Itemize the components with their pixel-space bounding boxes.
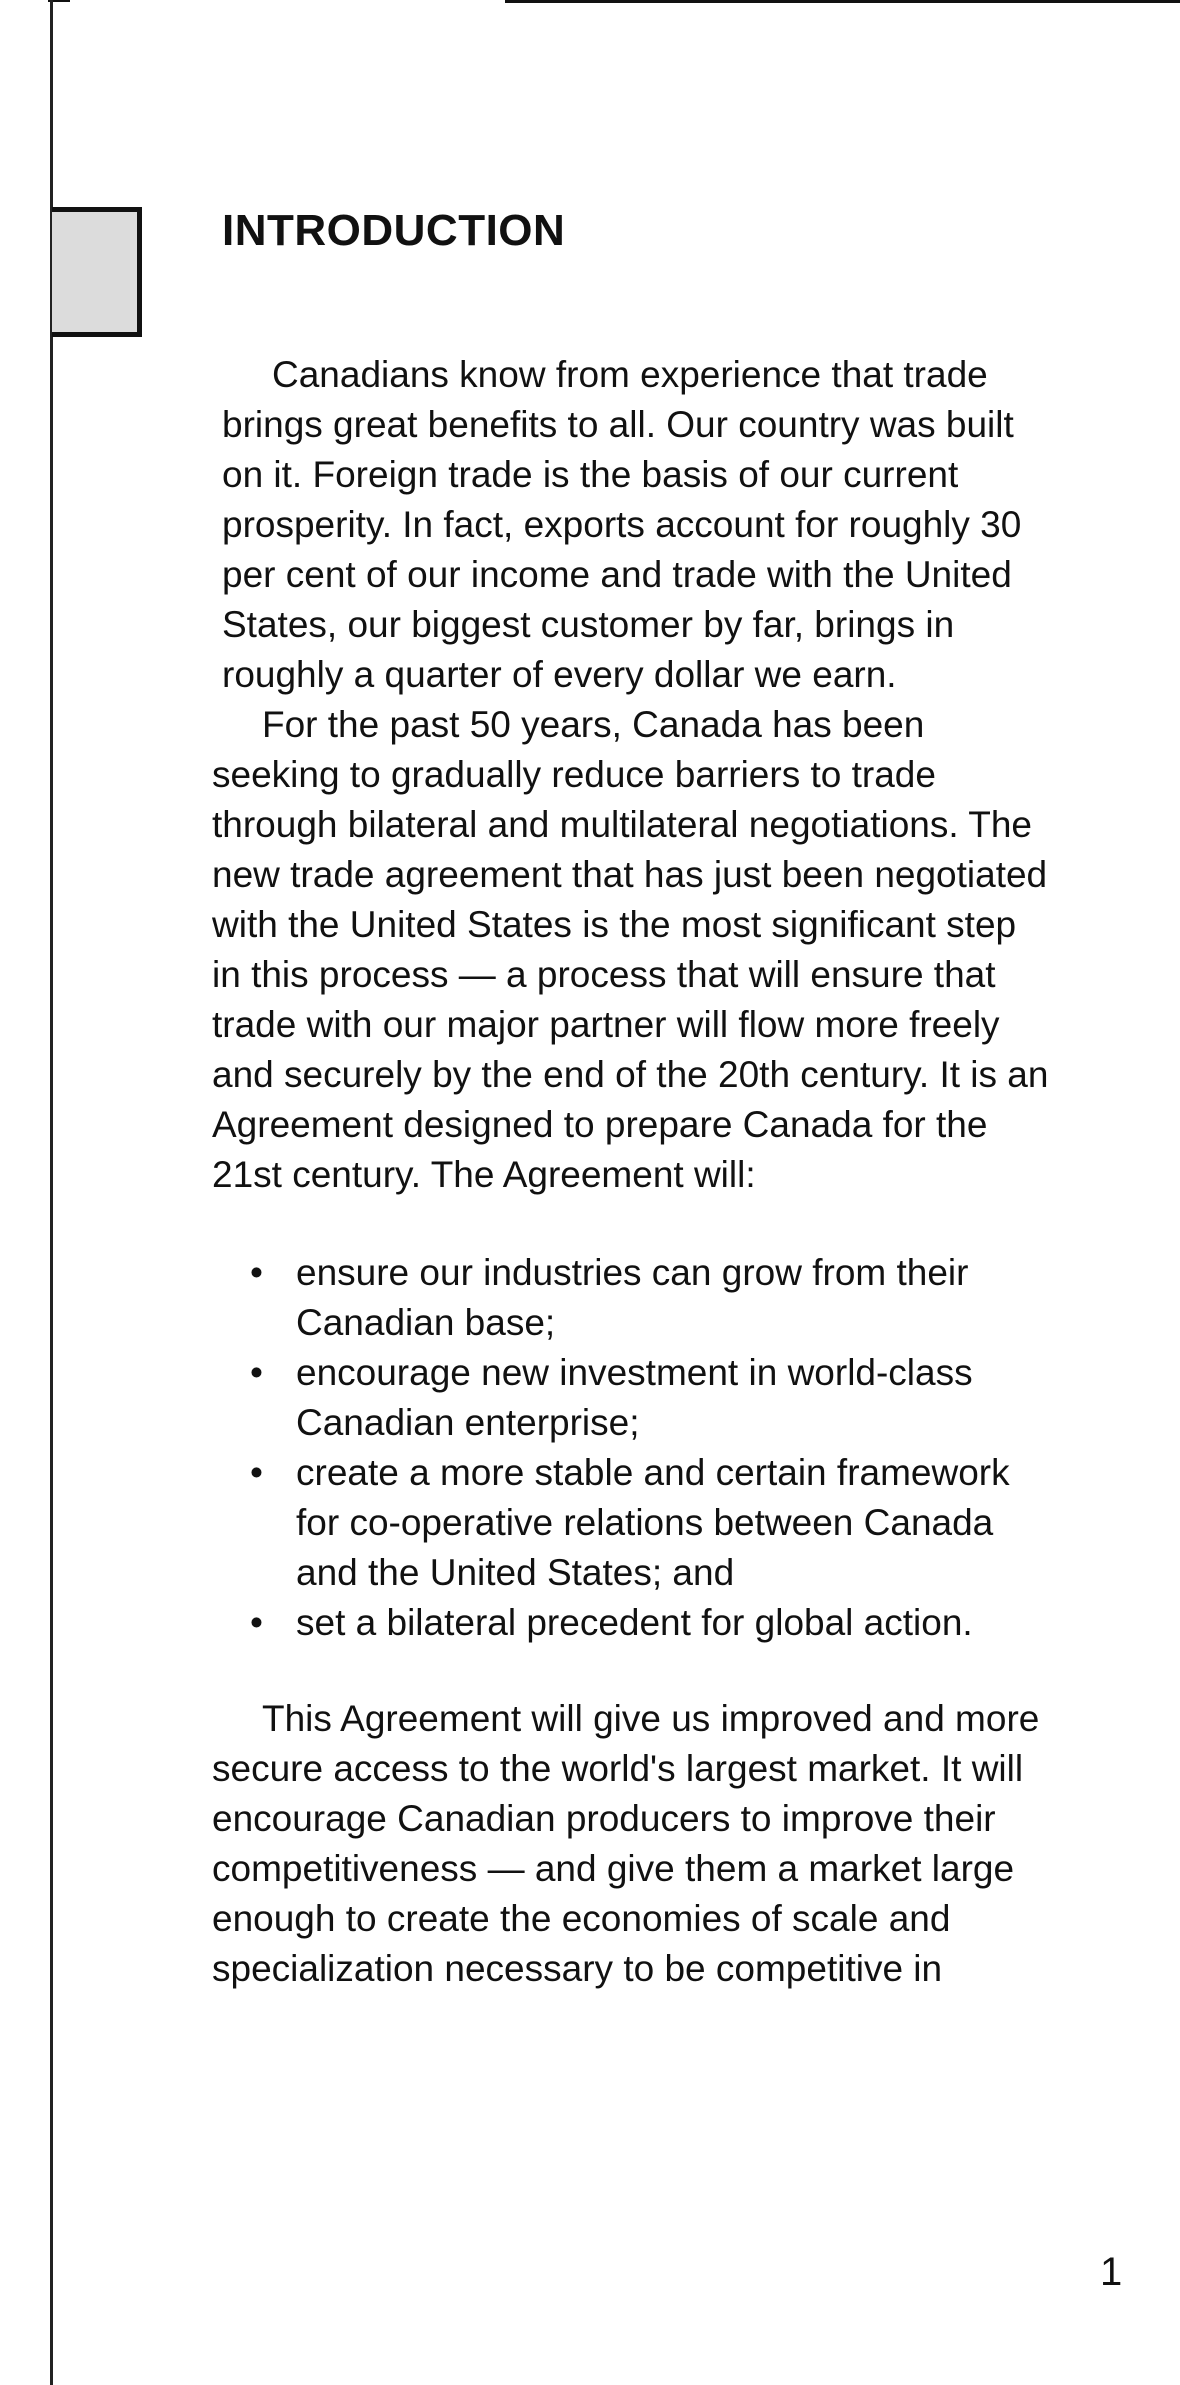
bullet-item (250, 1448, 1052, 1598)
bullet-text: ensure our industries can grow from their Canadian base; (296, 1252, 969, 1343)
bullet-icon: • (250, 1602, 263, 1643)
top-rule (505, 0, 1180, 3)
bullet-item (250, 1348, 1052, 1448)
binding-line (50, 0, 53, 2385)
bullet-item (250, 1598, 1052, 1648)
page-number: 1 (1100, 2250, 1123, 2294)
bullet-icon: • (250, 1352, 263, 1393)
paragraph-1: Canadians know from experience that trade brings great benefits to all. Our country was built on it. Foreign trade is the basis of our current prosperity. In fact, exports account for roughly 30 per cent of our income and trade with the United States, our biggest customer by far, brings in roughly a quarter of every dollar we earn. (222, 354, 1022, 695)
closing-paragraph: This Agreement will give us improved and more secure access to the world's largest market. It will encourage Canadian producers to improve their competitiveness — and give them a market large enough to create the economies of scale and specialization necessary to be competitive in (212, 1698, 1040, 1989)
bullet-text: encourage new investment in world-class Canadian enterprise; (296, 1352, 973, 1443)
bullet-list (212, 1248, 1052, 1648)
paragraph-2: For the past 50 years, Canada has been seeking to gradually reduce barriers to trade through bilateral and multilateral negotiations. The new trade agreement that has just been negotiated with the United States is the most significant step in this process — a process that will ensure that trade with our major partner will flow more freely and securely by the end of the 20th century. It is an Agreement designed to prepare Canada for the 21st century. The Agreement will: (212, 704, 1049, 1195)
bullet-item (250, 1248, 1052, 1348)
bullet-icon: • (250, 1252, 263, 1293)
bullet-text: set a bilateral precedent for global action. (296, 1602, 973, 1643)
body-text (212, 350, 1052, 1994)
section-title: INTRODUCTION (222, 206, 566, 255)
bullet-text: create a more stable and certain framework for co-operative relations between Canada and the United States; and (296, 1452, 1010, 1593)
bullet-icon: • (250, 1452, 263, 1493)
section-marker (52, 207, 142, 337)
